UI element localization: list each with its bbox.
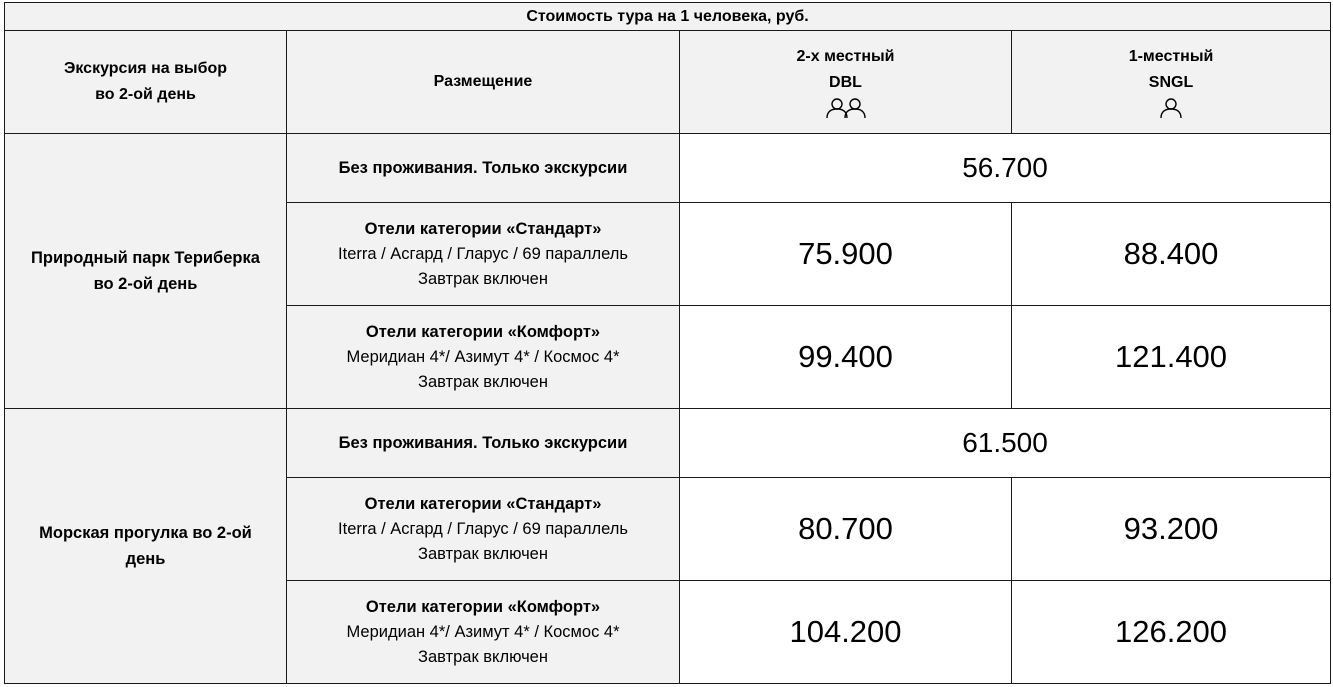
accommodation-title: Отели категории «Комфорт» bbox=[365, 322, 601, 341]
header-sngl-line2: SNGL bbox=[1148, 74, 1194, 91]
price-merged: 61.500 bbox=[680, 409, 1331, 478]
accommodation-hotels: Iterra / Асгард / Гларус / 69 параллель bbox=[338, 244, 628, 263]
price-dbl: 99.400 bbox=[680, 306, 1012, 409]
tour-option-line2: день bbox=[125, 550, 166, 568]
accommodation-cell bbox=[287, 306, 680, 409]
table-header-row bbox=[5, 31, 1331, 134]
price-sngl: 126.200 bbox=[1012, 581, 1331, 684]
table-row bbox=[5, 134, 1331, 203]
accommodation-title: Без проживания. Только экскурсии bbox=[338, 158, 628, 177]
header-dbl-line1: 2-х местный bbox=[796, 48, 895, 65]
price-dbl: 104.200 bbox=[680, 581, 1012, 684]
header-sngl-line1: 1-местный bbox=[1128, 48, 1214, 65]
accommodation-cell bbox=[287, 134, 680, 203]
accommodation-hotels: Меридиан 4*/ Азимут 4* / Космос 4* bbox=[346, 622, 620, 641]
price-sngl: 93.200 bbox=[1012, 478, 1331, 581]
table-title-row bbox=[5, 3, 1331, 31]
tour-price-table bbox=[4, 2, 1331, 684]
tour-option-sea-walk bbox=[5, 409, 287, 684]
accommodation-cell bbox=[287, 581, 680, 684]
two-persons-icon bbox=[686, 96, 1005, 120]
accommodation-cell bbox=[287, 203, 680, 306]
accommodation-title: Отели категории «Комфорт» bbox=[365, 597, 601, 616]
tour-option-teriberka bbox=[5, 134, 287, 409]
header-excursion bbox=[5, 31, 287, 134]
accommodation-hotels: Iterra / Асгард / Гларус / 69 параллель bbox=[338, 519, 628, 538]
header-excursion-line2: во 2-ой день bbox=[95, 86, 196, 103]
table-title: Стоимость тура на 1 человека, руб. bbox=[5, 3, 1331, 31]
price-dbl: 75.900 bbox=[680, 203, 1012, 306]
tour-option-line1: Природный парк Териберка bbox=[31, 249, 260, 267]
accommodation-cell bbox=[287, 478, 680, 581]
accommodation-hotels: Меридиан 4*/ Азимут 4* / Космос 4* bbox=[346, 347, 620, 366]
price-sngl: 121.400 bbox=[1012, 306, 1331, 409]
accommodation-title: Без проживания. Только экскурсии bbox=[338, 433, 628, 452]
tour-option-line2: во 2-ой день bbox=[93, 275, 198, 293]
price-merged: 56.700 bbox=[680, 134, 1331, 203]
header-dbl bbox=[680, 31, 1012, 134]
accommodation-meal: Завтрак включен bbox=[418, 647, 548, 666]
accommodation-cell bbox=[287, 409, 680, 478]
tour-option-line1: Морская прогулка во 2-ой bbox=[39, 524, 252, 542]
header-dbl-line2: DBL bbox=[829, 74, 862, 91]
accommodation-meal: Завтрак включен bbox=[418, 269, 548, 288]
person-icon bbox=[1018, 96, 1324, 120]
header-accommodation: Размещение bbox=[287, 31, 680, 134]
table-row bbox=[5, 409, 1331, 478]
accommodation-meal: Завтрак включен bbox=[418, 372, 548, 391]
price-dbl: 80.700 bbox=[680, 478, 1012, 581]
header-sngl bbox=[1012, 31, 1331, 134]
accommodation-meal: Завтрак включен bbox=[418, 544, 548, 563]
accommodation-title: Отели категории «Стандарт» bbox=[364, 494, 602, 513]
accommodation-title: Отели категории «Стандарт» bbox=[364, 219, 602, 238]
header-excursion-line1: Экскурсия на выбор bbox=[64, 60, 227, 77]
price-sngl: 88.400 bbox=[1012, 203, 1331, 306]
